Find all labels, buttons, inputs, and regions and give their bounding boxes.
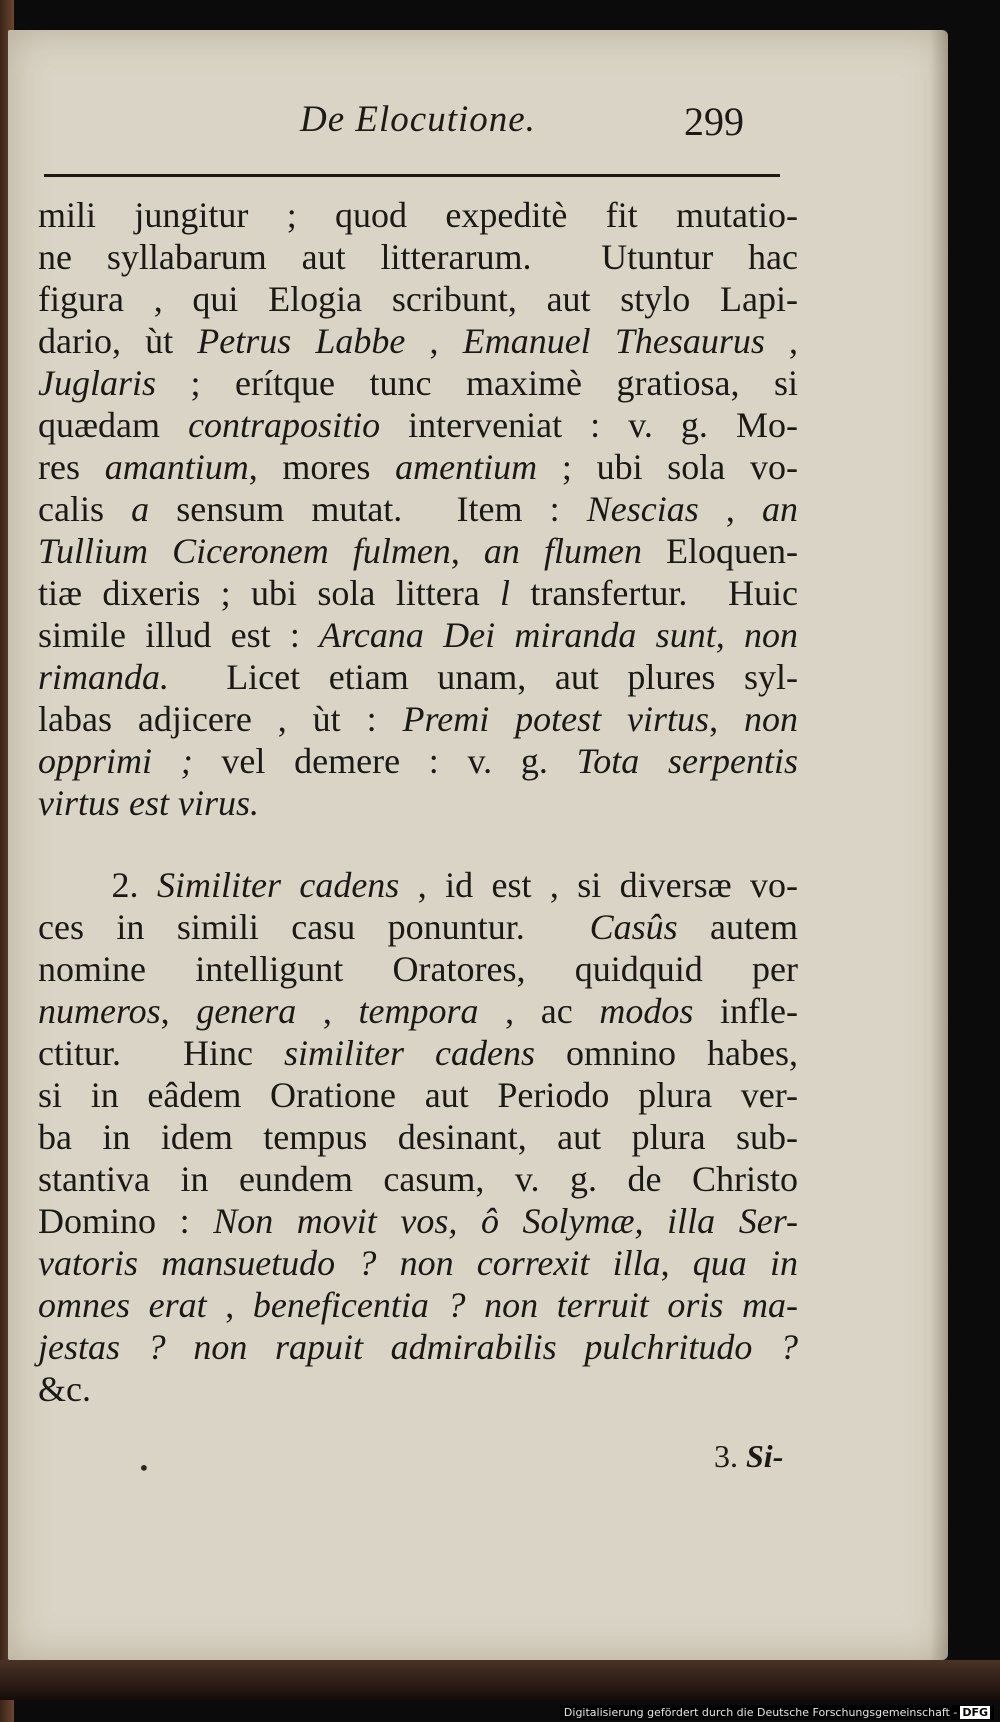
- text-run: a: [131, 489, 150, 529]
- text-run: opprimi ;: [38, 741, 193, 781]
- text-run: ba in idem tempus desinant, aut plura sub-: [38, 1117, 798, 1157]
- text-run: omnes erat: [38, 1285, 207, 1325]
- text-run: sensum mutat. Item :: [149, 489, 587, 529]
- text-run: tiæ dixeris ; ubi sola littera: [38, 573, 501, 613]
- text-run: ,: [660, 1243, 693, 1283]
- page-bottom-edge: [0, 1660, 1000, 1700]
- text-line: [38, 446, 798, 488]
- text-run: non: [744, 699, 798, 739]
- text-line: [38, 656, 798, 698]
- text-run: virtus est virus.: [38, 783, 259, 823]
- text-line: [38, 1326, 798, 1368]
- text-run: Casûs: [589, 907, 678, 947]
- text-run: an: [761, 489, 798, 529]
- text-run: ; erítque tunc maximè gratiosa, si: [156, 363, 798, 403]
- text-line: [38, 864, 798, 906]
- text-run: Arcana Dei miranda sunt, non: [319, 615, 798, 655]
- text-line: [38, 906, 798, 948]
- digitization-credit: [560, 1705, 994, 1720]
- running-head: De Elocutione.: [300, 99, 536, 140]
- catchword-word: Si-: [746, 1438, 784, 1474]
- text-run: tempora: [358, 991, 479, 1031]
- text-run: Tota serpentis: [576, 741, 798, 781]
- text-run: Emanuel Thesaurus: [462, 321, 765, 361]
- text-run: Domino :: [38, 1201, 214, 1241]
- catchword-number: 3.: [714, 1438, 738, 1474]
- text-run: ,: [709, 699, 744, 739]
- text-run: rimanda.: [38, 657, 170, 697]
- text-line: [38, 194, 798, 236]
- text-run: interveniat : v. g. Mo-: [380, 405, 798, 445]
- text-line: [38, 278, 798, 320]
- text-run: , mores: [248, 447, 396, 487]
- text-run: ,: [698, 489, 762, 529]
- text-run: mili jungitur ; quod expeditè fit mutatio-: [38, 195, 798, 235]
- text-run: omnino habes,: [534, 1033, 798, 1073]
- text-run: ,: [405, 321, 463, 361]
- text-line: [38, 488, 798, 530]
- header-rule: [44, 174, 780, 177]
- text-run: dario, ùt: [38, 321, 198, 361]
- page-number: 299: [684, 99, 744, 144]
- text-line: [38, 1074, 798, 1116]
- printer-ornament: •: [138, 1456, 150, 1480]
- text-line: [38, 782, 798, 824]
- text-run: figura , qui Elogia scribunt, aut stylo Lapi-: [38, 279, 798, 319]
- text-line: [38, 320, 798, 362]
- text-run: ces in simili casu ponuntur.: [38, 907, 590, 947]
- text-run: Nescias: [586, 489, 699, 529]
- text-run: quædam: [38, 405, 189, 445]
- text-line: [38, 1116, 798, 1158]
- text-run: , ac: [478, 991, 600, 1031]
- text-run: res: [38, 447, 105, 487]
- text-line: [38, 404, 798, 446]
- text-run: infle-: [693, 991, 799, 1031]
- text-run: Petrus Labbe: [197, 321, 406, 361]
- text-run: modos: [599, 991, 694, 1031]
- text-run: ,: [206, 1285, 253, 1325]
- text-run: &c.: [38, 1369, 91, 1409]
- text-line: [38, 236, 798, 278]
- text-run: beneficentia ? non terruit oris ma-: [252, 1285, 799, 1325]
- text-run: contrapositio: [188, 405, 381, 445]
- text-run: qua in: [692, 1243, 798, 1283]
- text-run: amantium: [104, 447, 249, 487]
- text-run: ,: [764, 321, 799, 361]
- text-line: [38, 1158, 798, 1200]
- text-run: Non movit vos, ô Solymæ, illa Ser-: [213, 1201, 798, 1241]
- text-line: [38, 572, 798, 614]
- text-line: [38, 1284, 798, 1326]
- text-run: Similiter cadens: [156, 865, 400, 905]
- paragraph-gap: [38, 824, 798, 864]
- dfg-logo: DFG: [962, 1706, 988, 1719]
- book-page: [8, 30, 948, 1660]
- text-run: , id est , si diversæ vo-: [399, 865, 799, 905]
- text-run: Licet etiam unam, aut plures syl-: [169, 657, 798, 697]
- text-line: [38, 1032, 798, 1074]
- text-run: ,: [450, 531, 484, 571]
- text-line: [38, 948, 798, 990]
- text-run: jestas ? non rapuit admirabilis pulchritudo ?: [38, 1327, 798, 1367]
- catchword: [714, 1438, 783, 1475]
- text-run: transfertur. Huic: [510, 573, 798, 613]
- text-line: [38, 698, 798, 740]
- text-line: [38, 530, 798, 572]
- text-line: [38, 1242, 798, 1284]
- body-text: [38, 194, 798, 1410]
- text-run: calis: [38, 489, 132, 529]
- text-line: [38, 614, 798, 656]
- text-run: si in eâdem Oratione aut Periodo plura ver-: [38, 1075, 798, 1115]
- credit-text: Digitalisierung gefördert durch die Deutsche Forschungsgemeinschaft -: [563, 1706, 958, 1719]
- text-run: simile illud est :: [38, 615, 320, 655]
- text-run: stantiva in eundem casum, v. g. de Christo: [38, 1159, 798, 1199]
- text-run: nomine intelligunt Oratores, quidquid per: [38, 949, 798, 989]
- text-run: l: [500, 573, 511, 613]
- text-run: autem: [677, 907, 798, 947]
- text-run: ctitur. Hinc: [38, 1033, 284, 1073]
- text-run: similiter cadens: [284, 1033, 535, 1073]
- text-run: ne syllabarum aut litterarum. Utuntur hac: [38, 237, 798, 277]
- text-line: [38, 362, 798, 404]
- text-run: ; ubi sola vo-: [537, 447, 799, 487]
- text-run: Eloquen-: [641, 531, 799, 571]
- text-run: an flumen: [483, 531, 642, 571]
- text-run: ,: [160, 991, 197, 1031]
- text-line: [38, 990, 798, 1032]
- text-run: labas adjicere , ùt :: [38, 699, 403, 739]
- text-line: [38, 1200, 798, 1242]
- text-run: ,: [296, 991, 359, 1031]
- text-run: vel demere : v. g.: [192, 741, 577, 781]
- text-run: Premi potest virtus: [402, 699, 710, 739]
- text-run: genera: [196, 991, 297, 1031]
- text-run: 2.: [38, 865, 157, 905]
- text-run: amentium: [395, 447, 538, 487]
- text-line: [38, 740, 798, 782]
- text-run: Juglaris: [38, 363, 157, 403]
- text-line: [38, 1368, 798, 1410]
- text-run: vatoris mansuetudo ? non correxit illa: [38, 1243, 661, 1283]
- text-run: Tullium Ciceronem fulmen: [38, 531, 451, 571]
- text-run: numeros: [38, 991, 161, 1031]
